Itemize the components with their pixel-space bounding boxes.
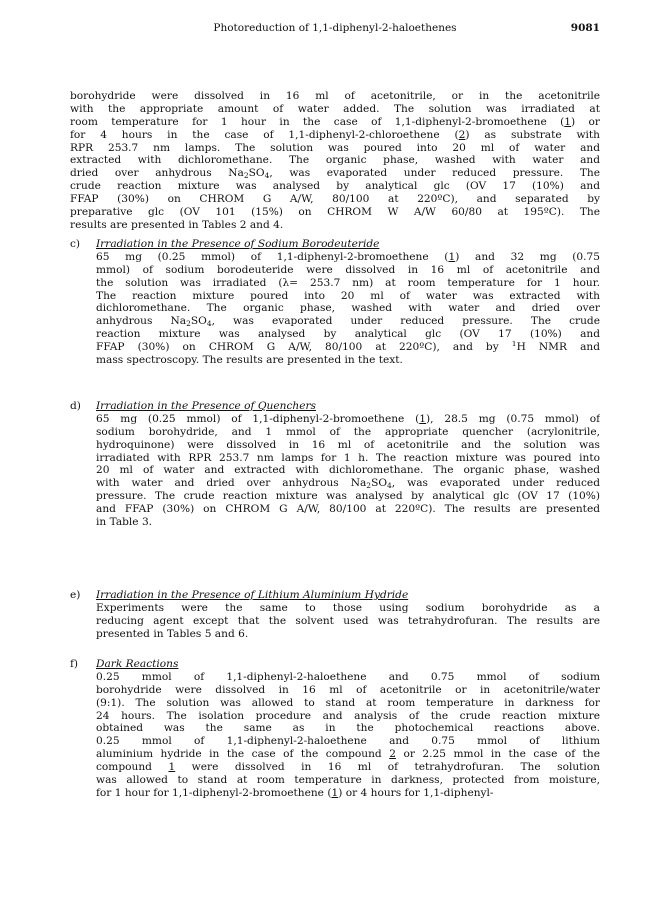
text-line: with the appropriate amount of water added. The solution was irradiated at (70, 102, 600, 115)
text-line: dried over anhydrous $Na_2SO_4$, was evaporated under reduced pressure. The (70, 167, 600, 181)
section-heading: Irradiation in the Presence of Sodium Borodeuteride (96, 238, 380, 250)
text-line: preparative glc (OV 101 (15%) on CHROM W A/W 60/80 at 195ºC). The (70, 206, 600, 219)
text-line: The reaction mixture poured into 20 ml of water was extracted with (96, 289, 600, 302)
text-line: (9:1). The solution was allowed to stand at room temperature in darkness for (96, 696, 600, 709)
text-line: the solution was irradiated (λ= 253.7 nm) at room temperature for 1 hour. (96, 276, 600, 289)
text-line: hydroquinone) were dissolved in 16 ml of acetonitrile and the solution was (96, 438, 600, 451)
section-d (70, 400, 600, 529)
section-body (70, 251, 600, 367)
text-line: compound 1 were dissolved in 16 ml of tetrahydrofuran. The solution (96, 761, 600, 774)
running-header (70, 22, 600, 38)
text-line: irradiated with RPR 253.7 nm lamps for 1 h. The reaction mixture was poured into (96, 451, 600, 464)
text-line: for 1 hour for 1,1-diphenyl-2-bromoethene (1) or 4 hours for 1,1-diphenyl- (96, 786, 494, 799)
section-body (70, 413, 600, 529)
text-line: FFAP (30%) on CHROM G A/W, 80/100 at 220ºC), and separated by (70, 193, 600, 206)
section-body (70, 671, 600, 800)
text-line: and FFAP (30%) on CHROM G A/W, 80/100 at 220ºC). The results are presented (96, 503, 600, 516)
text-line: results are presented in Tables 2 and 4. (70, 218, 284, 231)
section-body (70, 602, 600, 641)
text-line: obtained was the same as in the photochemical reactions above. (96, 722, 600, 735)
text-line: 24 hours. The isolation procedure and analysis of the crude reaction mixture (96, 709, 600, 722)
text-line: FFAP (30%) on CHROM G A/W, 80/100 at 220ºC), and by $^1$H NMR and (96, 341, 600, 354)
section-e (70, 589, 600, 641)
text-line: reaction mixture was analysed by analytical glc (OV 17 (10%) and (96, 328, 600, 341)
text-line: dichloromethane. The organic phase, washed with water and dried over (96, 302, 600, 315)
text-line: 65 mg (0.25 mmol) of 1,1-diphenyl-2-bromoethene (1) and 32 mg (0.75 (96, 250, 600, 263)
text-line: 0.25 mmol of 1,1-diphenyl-2-haloethene and 0.75 mmol of sodium (96, 670, 600, 683)
text-line: mmol) of sodium borodeuteride were dissolved in 16 ml of acetonitrile and (96, 263, 600, 276)
text-line: 0.25 mmol of 1,1-diphenyl-2-haloethene and 0.75 mmol of lithium (96, 735, 600, 748)
text-line: reducing agent except that the solvent used was tetrahydrofuran. The results are (96, 614, 600, 627)
section-letter: d) (70, 400, 81, 412)
text-line: aluminium hydride in the case of the compound 2 or 2.25 mmol in the case of the (96, 748, 600, 761)
section-letter: e) (70, 589, 81, 601)
section-letter: f) (70, 658, 79, 670)
text-line: was allowed to stand at room temperature in darkness, protected from moisture, (96, 774, 600, 787)
section-c (70, 238, 600, 367)
running-title: Photoreduction of 1,1-diphenyl-2-haloethenes (213, 22, 457, 34)
text-line: anhydrous $Na_2SO_4$, was evaporated under reduced pressure. The crude (96, 315, 600, 329)
text-line: borohydride were dissolved in 16 ml of acetonitrile or in acetonitrile/water (96, 683, 600, 696)
intro-paragraph (70, 90, 600, 232)
text-line: with water and dried over anhydrous $Na_2SO_4$, was evaporated under reduced (96, 477, 600, 491)
page-number: 9081 (570, 22, 600, 34)
text-line: for 4 hours in the case of 1,1-diphenyl-2-chloroethene (2) as substrate with (70, 128, 600, 141)
section-heading: Irradiation in the Presence of Lithium Aluminium Hydride (96, 589, 409, 601)
text-line: presented in Tables 5 and 6. (96, 627, 249, 640)
text-line: pressure. The crude reaction mixture was analysed by analytical glc (OV 17 (10%) (96, 490, 600, 503)
text-line: in Table 3. (96, 516, 153, 529)
text-line: 20 ml of water and extracted with dichloromethane. The organic phase, washed (96, 464, 600, 477)
text-line: borohydride were dissolved in 16 ml of acetonitrile, or in the acetonitrile (70, 90, 600, 102)
text-line: sodium borohydride, and 1 mmol of the appropriate quencher (acrylonitrile, (96, 425, 600, 438)
text-line: room temperature for 1 hour in the case of 1,1-diphenyl-2-bromoethene (1) or (70, 115, 600, 128)
text-line: mass spectroscopy. The results are presented in the text. (96, 354, 403, 367)
text-line: Experiments were the same to those using sodium borohydride as a (96, 601, 600, 614)
section-heading: Irradiation in the Presence of Quenchers (96, 400, 316, 412)
section-letter: c) (70, 238, 81, 250)
section-heading: Dark Reactions (96, 658, 179, 670)
text-line: RPR 253.7 nm lamps. The solution was poured into 20 ml of water and (70, 141, 600, 154)
text-line: extracted with dichloromethane. The organic phase, washed with water and (70, 154, 600, 167)
text-line: crude reaction mixture was analysed by analytical glc (OV 17 (10%) and (70, 180, 600, 193)
section-f (70, 658, 600, 800)
text-line: 65 mg (0.25 mmol) of 1,1-diphenyl-2-bromoethene (1), 28.5 mg (0.75 mmol) of (96, 412, 600, 425)
